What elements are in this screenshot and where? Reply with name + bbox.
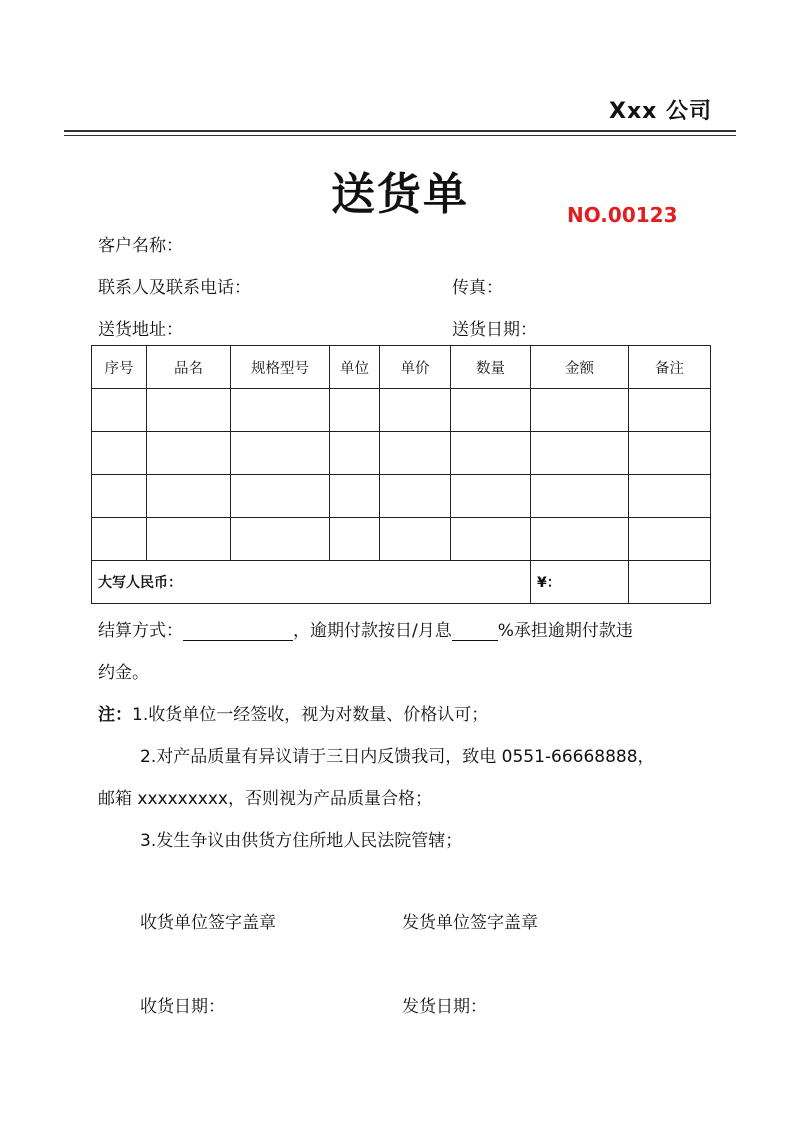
table-header-row xyxy=(92,346,711,389)
table-cell[interactable] xyxy=(451,389,531,432)
payment-method-blank[interactable] xyxy=(183,623,293,641)
table-cell[interactable] xyxy=(531,518,629,561)
table-cell[interactable] xyxy=(629,518,711,561)
table-cell[interactable] xyxy=(231,389,330,432)
receiver-date-label: 收货日期： xyxy=(140,997,225,1017)
table-cell[interactable] xyxy=(92,475,147,518)
table-cell[interactable] xyxy=(451,518,531,561)
column-header: 规格型号 xyxy=(231,346,330,389)
table-cell[interactable] xyxy=(380,518,451,561)
delivery-address-label: 送货地址： xyxy=(98,320,183,340)
column-header: 品名 xyxy=(147,346,231,389)
table-cell[interactable] xyxy=(531,432,629,475)
table-cell[interactable] xyxy=(147,432,231,475)
table-cell[interactable] xyxy=(147,518,231,561)
table-cell[interactable] xyxy=(231,432,330,475)
table-row xyxy=(92,475,711,518)
table-cell[interactable] xyxy=(451,432,531,475)
total-remark-cell[interactable] xyxy=(629,561,711,604)
table-row xyxy=(92,389,711,432)
document-number: NO.00123 xyxy=(567,203,678,227)
table-cell[interactable] xyxy=(330,475,380,518)
table-cell[interactable] xyxy=(147,389,231,432)
document-title: 送货单 xyxy=(331,169,469,220)
table-cell[interactable] xyxy=(147,475,231,518)
column-header: 单位 xyxy=(330,346,380,389)
settlement-middle: ，逾期付款按日/月息 xyxy=(293,621,452,641)
table-cell[interactable] xyxy=(451,475,531,518)
column-header: 金额 xyxy=(531,346,629,389)
note-1-line xyxy=(98,700,488,725)
table-cell[interactable] xyxy=(629,389,711,432)
table-cell[interactable] xyxy=(629,475,711,518)
note-2a: 2.对产品质量有异议请于三日内反馈我司，致电 0551-66668888， xyxy=(140,747,655,767)
settlement-suffix: %承担逾期付款违 xyxy=(497,621,633,641)
header-divider-thick xyxy=(64,130,736,132)
table-cell[interactable] xyxy=(92,389,147,432)
total-amount-words-label: 大写人民币： xyxy=(92,561,531,604)
table-cell[interactable] xyxy=(92,518,147,561)
table-cell[interactable] xyxy=(92,432,147,475)
note-3: 3.发生争议由供货方住所地人民法院管辖； xyxy=(140,831,463,851)
fax-label: 传真： xyxy=(452,278,503,298)
table-row xyxy=(92,432,711,475)
table-cell[interactable] xyxy=(531,475,629,518)
total-amount-figure-label: ¥： xyxy=(531,561,629,604)
table-cell[interactable] xyxy=(330,389,380,432)
column-header: 序号 xyxy=(92,346,147,389)
table-cell[interactable] xyxy=(330,432,380,475)
note-1: 1.收货单位一经签收，视为对数量、价格认可； xyxy=(132,705,489,725)
column-header: 数量 xyxy=(451,346,531,389)
contact-label: 联系人及联系电话： xyxy=(98,278,251,298)
notes-label: 注： xyxy=(98,705,132,725)
company-name: Xxx 公司 xyxy=(608,99,712,124)
table-cell[interactable] xyxy=(531,389,629,432)
header-divider-thin xyxy=(64,135,736,136)
table-cell[interactable] xyxy=(380,432,451,475)
items-table xyxy=(91,345,711,604)
settlement-line xyxy=(98,616,633,641)
column-header: 备注 xyxy=(629,346,711,389)
delivery-date-label: 送货日期： xyxy=(452,320,537,340)
table-row xyxy=(92,518,711,561)
interest-rate-blank[interactable] xyxy=(452,623,498,641)
table-cell[interactable] xyxy=(629,432,711,475)
sender-date-label: 发货日期： xyxy=(402,997,487,1017)
customer-name-label: 客户名称： xyxy=(98,236,183,256)
settlement-prefix: 结算方式： xyxy=(98,621,183,641)
table-cell[interactable] xyxy=(380,475,451,518)
column-header: 单价 xyxy=(380,346,451,389)
sender-signature-label: 发货单位签字盖章 xyxy=(402,913,538,933)
table-cell[interactable] xyxy=(231,518,330,561)
receiver-signature-label: 收货单位签字盖章 xyxy=(140,913,276,933)
settlement-line-2: 约金。 xyxy=(98,663,149,683)
total-row xyxy=(92,561,711,604)
table-cell[interactable] xyxy=(380,389,451,432)
table-cell[interactable] xyxy=(330,518,380,561)
note-2b: 邮箱 xxxxxxxxx，否则视为产品质量合格； xyxy=(98,789,432,809)
table-cell[interactable] xyxy=(231,475,330,518)
